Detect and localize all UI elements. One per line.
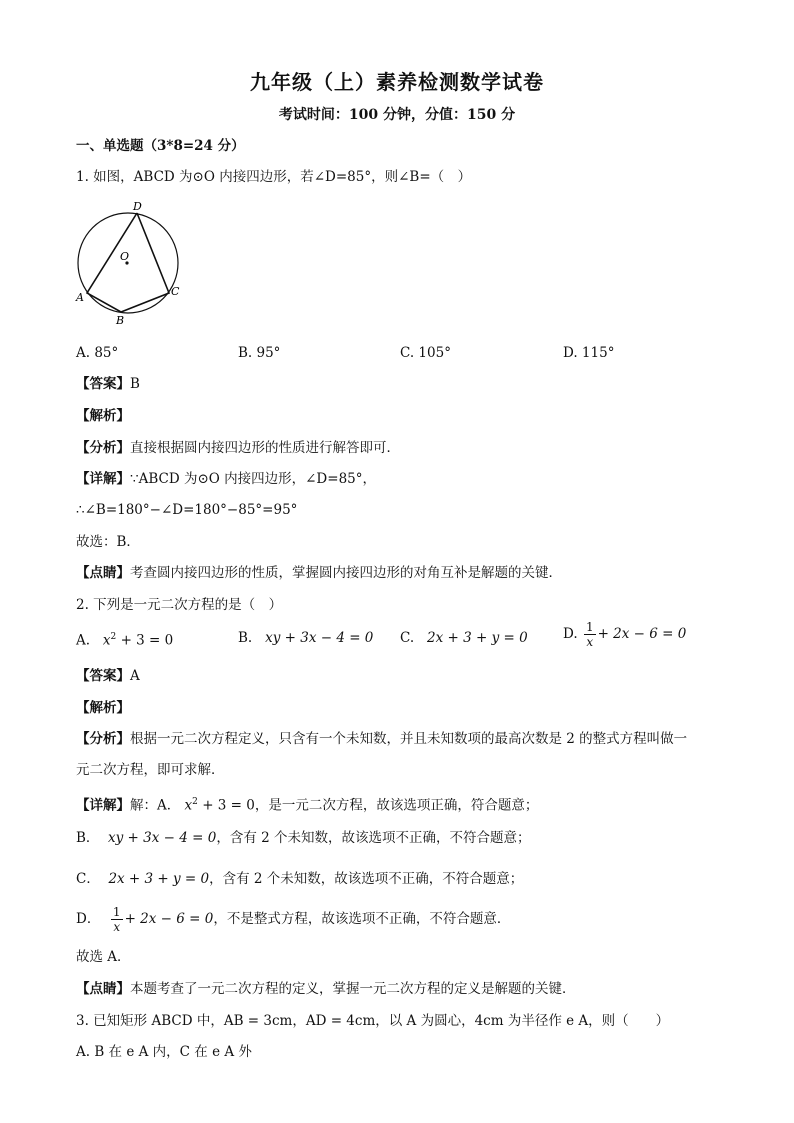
q2-xiangjie-a — [76, 793, 538, 815]
q1-step2: ∴∠B=180°−∠D=180°−85°=95° — [76, 502, 298, 518]
section-heading: 一、单选题（3*8=24 分） — [76, 138, 245, 154]
dianjing-tag: 【点睛】 — [76, 981, 130, 997]
equation: xy + 3x − 4 = 0 — [265, 630, 374, 646]
q2-option-c — [400, 630, 528, 646]
q1-analysis-tag: 【解析】 — [76, 408, 130, 424]
page-title: 九年级（上）素养检测数学试卷 — [250, 70, 544, 94]
label-a: A — [76, 291, 84, 304]
q2-analysis-tag: 【解析】 — [76, 700, 130, 716]
q3-stem: 3. 已知矩形 ABCD 中，AB = 3cm，AD = 4cm，以 A 为圆心，4cm 为半径作 e A，则（ ） — [76, 1013, 670, 1029]
option-label: B. — [238, 630, 253, 646]
option-label: C. — [400, 630, 415, 646]
label-b: B — [116, 314, 125, 327]
equation: xy + 3x − 4 = 0 — [108, 830, 217, 846]
equation-var: x — [184, 797, 193, 814]
fenxi-text: 根据一元二次方程定义，只含有一个未知数，并且未知数项的最高次数是 2 的整式方程叫做一 — [130, 731, 688, 747]
equation: 2x + 3 + y = 0 — [108, 871, 210, 887]
item-text: ，含有 2 个未知数，故该选项不正确，不符合题意； — [216, 830, 531, 846]
q2-stem: 2. 下列是一元二次方程的是（ ） — [76, 597, 283, 613]
q1-option-a: A. 85° — [76, 345, 119, 361]
equation-rest: + 3 = 0 — [116, 632, 174, 649]
q2-fenxi — [76, 730, 687, 748]
q1-option-b: B. 95° — [238, 345, 281, 361]
xiangjie-tag: 【详解】 — [76, 471, 130, 487]
q2-fenxi-cont: 元二次方程，即可求解． — [76, 762, 225, 778]
q1-dianjing — [76, 564, 562, 582]
q2-xiangjie-c — [76, 870, 523, 888]
label-c: C — [171, 285, 180, 298]
equation: 2x + 3 + y = 0 — [427, 630, 528, 646]
q2-choose: 故选 A． — [76, 949, 131, 965]
q2-option-d — [563, 620, 686, 649]
dianjing-text: 考查圆内接四边形的性质，掌握圆内接四边形的对角互补是解题的关键． — [130, 565, 562, 581]
q1-choose: 故选：B． — [76, 534, 140, 550]
item-text: ，不是整式方程，故该选项不正确，不符合题意． — [213, 911, 511, 927]
q1-circle-figure — [70, 198, 190, 328]
fenxi-tag: 【分析】 — [76, 440, 130, 456]
q1-option-c: C. 105° — [400, 345, 451, 361]
item-label: D． — [76, 911, 101, 927]
label-d: D — [133, 200, 142, 213]
equation-exponent: 2 — [192, 797, 198, 807]
item-label: B． — [76, 830, 100, 846]
option-label: D. — [563, 626, 578, 642]
fraction — [584, 620, 596, 649]
q1-stem: 1. 如图，ABCD 为⊙O 内接四边形，若∠D=85°，则∠B=（ ） — [76, 169, 472, 185]
q2-option-a — [76, 632, 173, 649]
item-label: C． — [76, 871, 100, 887]
fraction-denominator: x — [113, 920, 121, 934]
q2-xiangjie-b — [76, 829, 531, 847]
q1-fenxi — [76, 439, 400, 457]
item-text: ，含有 2 个未知数，故该选项不正确，不符合题意； — [209, 871, 524, 887]
fraction — [111, 905, 123, 934]
dianjing-text: 本题考查了一元二次方程的定义，掌握一元二次方程的定义是解题的关键． — [130, 981, 576, 997]
equation-rest: + 2x − 6 = 0 — [597, 626, 687, 642]
option-label: A. — [76, 632, 91, 649]
fraction-numerator: 1 — [112, 905, 121, 919]
exam-info: 考试时间：100 分钟，分值：150 分 — [278, 107, 516, 123]
fraction-denominator: x — [586, 635, 594, 649]
xiangjie-tag: 【详解】 — [76, 797, 130, 814]
q2-dianjing — [76, 980, 576, 998]
q1-answer — [76, 375, 140, 393]
q1-option-d: D. 115° — [563, 345, 615, 361]
answer-tag: 【答案】 — [76, 668, 130, 684]
equation-var: x — [102, 632, 111, 649]
xiangjie-prefix: 解：A． — [130, 797, 181, 814]
answer-tag: 【答案】 — [76, 376, 130, 392]
xiangjie-text: ，是一元二次方程，故该选项正确，符合题意； — [254, 797, 539, 814]
q2-xiangjie-d — [76, 904, 510, 934]
fenxi-tag: 【分析】 — [76, 731, 130, 747]
q2-answer — [76, 667, 140, 685]
fraction-numerator: 1 — [585, 620, 594, 634]
q2-option-b — [238, 630, 373, 646]
equation-exponent: 2 — [110, 632, 117, 642]
dianjing-tag: 【点睛】 — [76, 565, 130, 581]
answer-value: B — [130, 376, 140, 392]
answer-value: A — [130, 668, 140, 684]
equation-rest: + 3 = 0 — [197, 797, 255, 814]
q3-option-a: A. B 在 e A 内，C 在 e A 外 — [76, 1044, 252, 1060]
equation-rest: + 2x − 6 = 0 — [124, 911, 214, 927]
xiangjie-text: ∵ABCD 为⊙O 内接四边形，∠D=85°， — [130, 471, 376, 487]
q1-xiangjie — [76, 470, 376, 488]
label-o: O — [120, 250, 130, 263]
fenxi-text: 直接根据圆内接四边形的性质进行解答即可． — [130, 440, 400, 456]
